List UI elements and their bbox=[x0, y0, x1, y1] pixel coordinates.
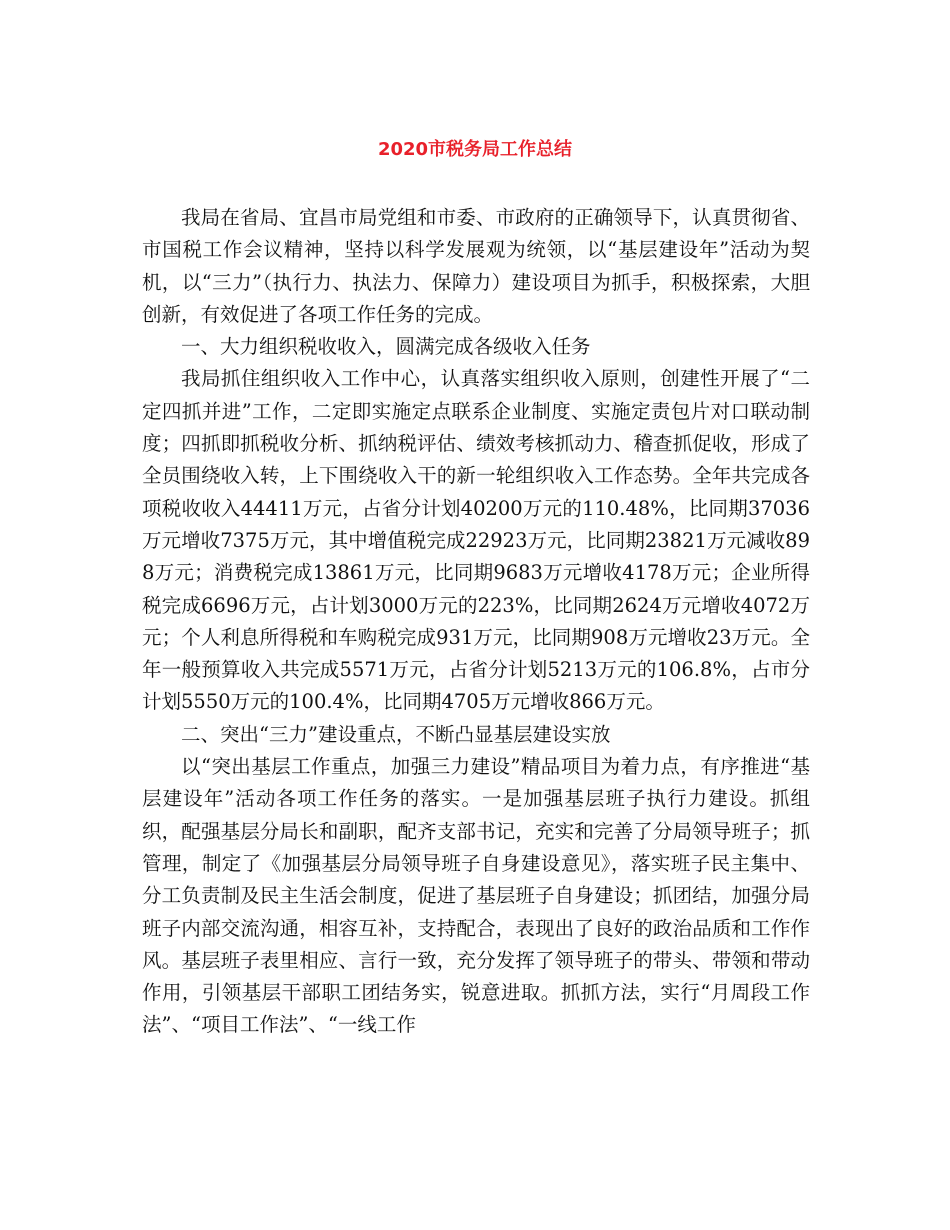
document-title: 2020市税务局工作总结 bbox=[377, 139, 573, 160]
paragraph-revenue: 我局抓住组织收入工作中心，认真落实组织收入原则，创建性开展了“二定四抓并进”工作，二定即实施定点联系企业制度、实施定责包片对口联动制度；四抓即抓税收分析、抓纳税评估、绩效考核抓动力、稽查抓促收，形成了全员围绕收入转，上下围绕收入干的新一轮组织收入工作态势。全年共完成各项税收收入44411万元，占省分计划40200万元的110.48%，比同期37036万元增收7375万元，其中增值税完成22923万元，比同期23821万元减收898万元；消费税完成13861万元，比同期9683万元增收4178万元；企业所得税完成6696万元，占计划3000万元的223%，比同期2624万元增收4072万元；个人利息所得税和车购税完成931万元，比同期908万元增收23万元。全年一般预算收入共完成5571万元，占省分计划5213万元的106.8%，占市分计划5550万元的100.4%，比同期4705万元增收866万元。 bbox=[142, 367, 810, 714]
section-heading-1: 一、大力组织税收收入，圆满完成各级收入任务 bbox=[181, 335, 591, 359]
section-heading-2: 二、突出“三力”建设重点，不断凸显基层建设实放 bbox=[181, 722, 611, 746]
paragraph-construction: 以“突出基层工作重点，加强三力建设”精品项目为着力点，有序推进“基层建设年”活动各项工作任务的落实。一是加强基层班子执行力建设。抓组织，配强基层分局长和副职，配齐支部书记，充实和完善了分局领导班子；抓管理，制定了《加强基层分局领导班子自身建设意见》，落实班子民主集中、分工负责制及民主生活会制度，促进了基层班子自身建设；抓团结，加强分局班子内部交流沟通，相容互补，支持配合，表现出了良好的政治品质和工作作风。基层班子表里相应、言行一致，充分发挥了领导班子的带头、带领和带动作用，引领基层干部职工团结务实，锐意进取。抓抓方法，实行“月周段工作法”、“项目工作法”、“一线工作 bbox=[142, 755, 810, 1037]
paragraph-intro: 我局在省局、宜昌市局党组和市委、市政府的正确领导下，认真贯彻省、市国税工作会议精神，坚持以科学发展观为统领，以“基层建设年”活动为契机，以“三力”（执行力、执法力、保障力）建设项目为抓手，积极探索，大胆创新，有效促进了各项工作任务的完成。 bbox=[142, 206, 810, 326]
document-body bbox=[142, 202, 810, 1042]
